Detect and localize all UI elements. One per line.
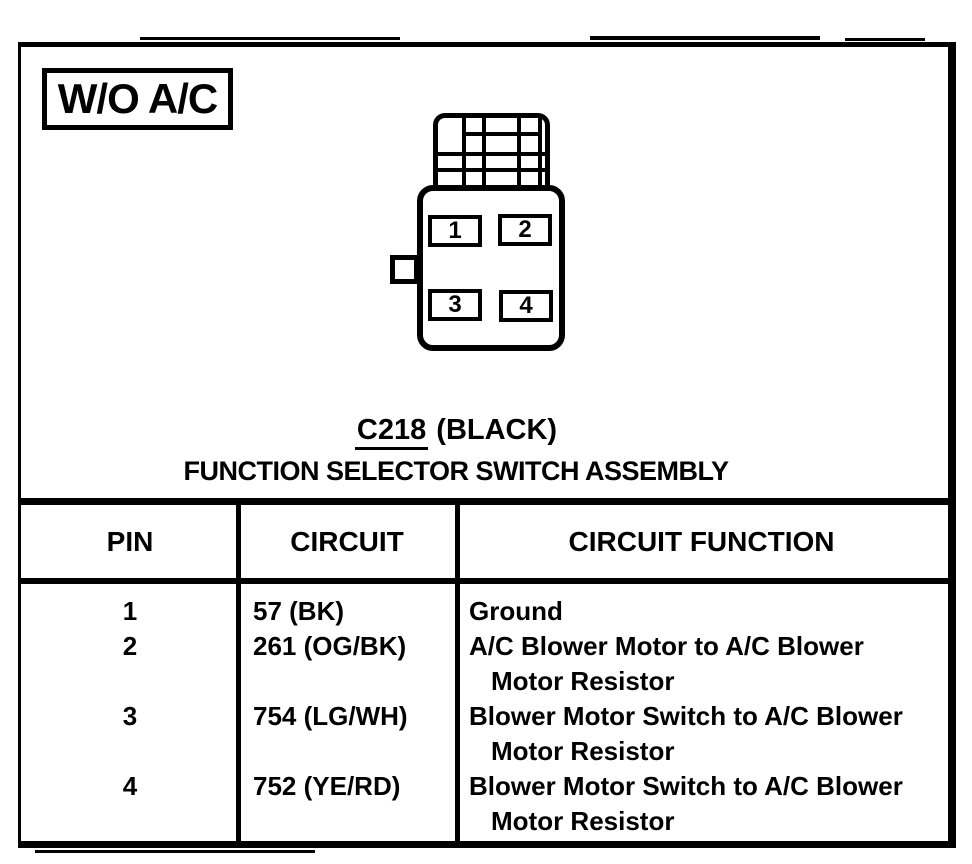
- pin-table-header: [21, 505, 948, 578]
- pin-cavity-label: 3: [448, 291, 462, 318]
- pin-cavity-label: 4: [519, 292, 533, 319]
- table-row: [21, 699, 948, 769]
- pin-cavity-label: 2: [518, 216, 532, 243]
- connector-caption: [0, 414, 912, 447]
- function-line: Ground: [469, 596, 563, 626]
- scan-artifact: [590, 36, 820, 40]
- connector-side-tab: [390, 255, 419, 284]
- function-line: Motor Resistor: [491, 736, 675, 766]
- connector-id: C218: [355, 414, 428, 450]
- scan-artifact: [845, 38, 925, 41]
- function-line: Blower Motor Switch to A/C Blower: [469, 771, 903, 801]
- pin-cavity-3: [428, 289, 482, 321]
- keying-line: [438, 168, 545, 172]
- table-row: [21, 769, 948, 839]
- pin-table-body: [21, 584, 948, 839]
- scan-artifact: [35, 850, 315, 853]
- connector-keying-top: [433, 113, 550, 190]
- header-circuit-function: CIRCUIT FUNCTION: [568, 525, 835, 557]
- function-cell: [455, 594, 948, 629]
- pin-cell: 4: [122, 771, 138, 801]
- header-circuit: CIRCUIT: [290, 525, 404, 557]
- assembly-title: FUNCTION SELECTOR SWITCH ASSEMBLY: [183, 456, 729, 486]
- function-cell: [455, 699, 948, 769]
- pin-cavity-1: [428, 215, 482, 247]
- connector-color-note: (BLACK): [436, 414, 558, 446]
- variant-label: W/O A/C: [57, 75, 218, 122]
- pin-cell: 2: [122, 631, 138, 661]
- pin-cell: 1: [122, 596, 138, 626]
- header-pin: PIN: [106, 525, 154, 557]
- pin-cavity-4: [499, 290, 553, 322]
- circuit-cell: 57 (BK): [253, 596, 345, 626]
- circuit-cell: 261 (OG/BK): [253, 631, 407, 661]
- variant-label-box: [42, 68, 233, 130]
- keying-line: [462, 132, 542, 136]
- connector-body: [417, 185, 565, 351]
- circuit-cell: 752 (YE/RD): [253, 771, 401, 801]
- table-row: [21, 629, 948, 699]
- function-line: A/C Blower Motor to A/C Blower: [469, 631, 864, 661]
- section-divider-line: [18, 498, 956, 505]
- pin-cavity-label: 1: [448, 217, 462, 244]
- function-cell: [455, 629, 948, 699]
- keying-line: [438, 152, 545, 156]
- scan-artifact: [140, 37, 400, 40]
- table-row: [21, 594, 948, 629]
- function-cell: [455, 769, 948, 839]
- pin-cavity-2: [498, 214, 552, 246]
- function-line: Motor Resistor: [491, 806, 675, 836]
- circuit-cell: 754 (LG/WH): [253, 701, 408, 731]
- function-line: Motor Resistor: [491, 666, 675, 696]
- function-line: Blower Motor Switch to A/C Blower: [469, 701, 903, 731]
- pin-cell: 3: [122, 701, 138, 731]
